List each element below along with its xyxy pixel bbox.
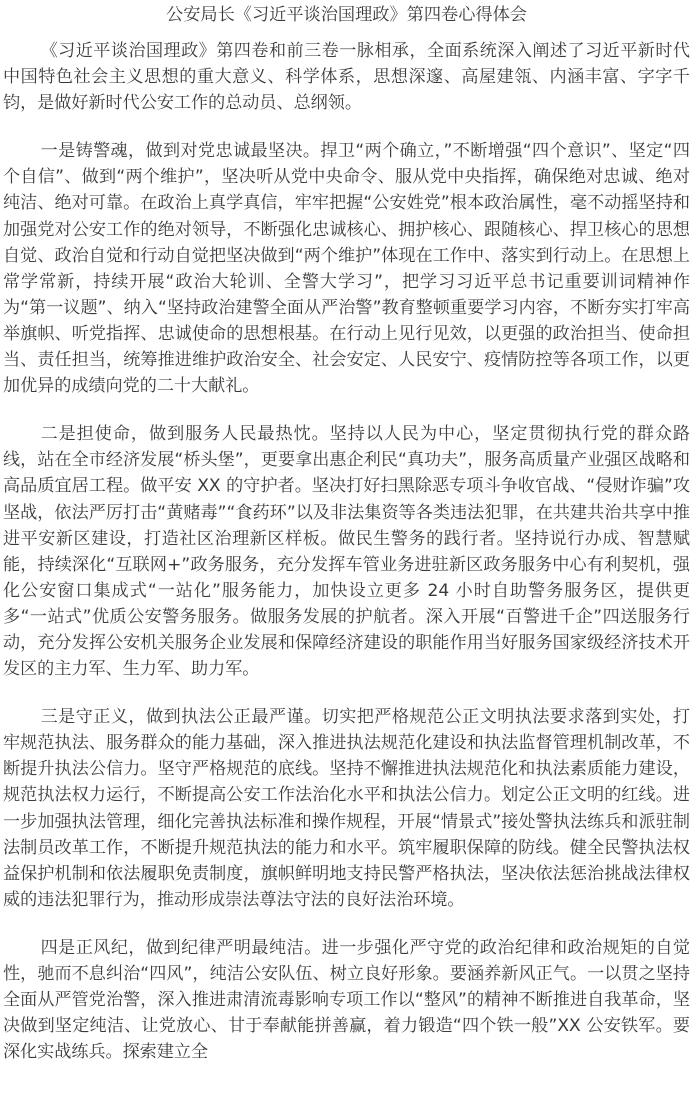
document-title: 公安局长《习近平谈治国理政》第四卷心得体会 [166, 5, 527, 25]
paragraph-discipline: 四是正风纪，做到纪律严明最纯洁。进一步强化严守党的政治纪律和政治规矩的自觉性，驰而不息纠治“四风”，纯洁公安队伍、树立良好形象。要涵养新风正气。一以贯之坚持全面从严管党治警，深入推进肃清流毒影响专项工作以“整风”的精神不断推进自我革命，坚决做到坚定纯洁、让党放心、甘于奉献能拼善赢，着力锻造“四个铁一般”XX 公安铁军。要深化实战练兵。探索建立全 [3, 937, 690, 1063]
paragraph-justice: 三是守正义，做到执法公正最严谨。切实把严格规范公正文明执法要求落到实处，打牢规范执法、服务群众的能力基础，深入推进执法规范化建设和执法监督管理机制改革，不断提升执法公信力。坚守严格规范的底线。坚持不懈推进执法规范化和执法素质能力建设，规范执法权力运行，不断提高公安工作法治化水平和执法公信力。划定公正文明的红线。进一步加强执法管理，细化完善执法标准和操作规程，开展“情景式”接处警执法练兵和派驻制法制员改革工作，不断提升规范执法的能力和水平。筑牢履职保障的防线。健全民警执法权益保护机制和依法履职免责制度，旗帜鲜明地支持民警严格执法，坚决依法惩治挑战法律权威的违法犯罪行为，推动形成崇法尊法守法的良好法治环境。 [3, 707, 690, 910]
paragraph-loyalty: 一是铸警魂，做到对党忠诚最坚决。捍卫“两个确立，”不断增强“四个意识”、坚定“四个自信”、做到“两个维护”，坚决听从党中央命令、服从党中央指挥，确保绝对忠诚、绝对纯洁、绝对可靠。在政治上真学真信，牢牢把握“公安姓党”根本政治属性，毫不动摇坚持和加强党对公安工作的绝对领导，不断强化忠诚核心、拥护核心、跟随核心、捍卫核心的思想自觉、政治自觉和行动自觉把坚决做到“两个维护”体现在工作中、落实到行动上。在思想上常学常新，持续开展“政治大轮训、全警大学习”，把学习习近平总书记重要训词精神作为“第一议题”、纳入“坚持政治建警全面从严治警”教育整顿重要学习内容，不断夯实打牢高举旗帜、听党指挥、忠诚使命的思想根基。在行动上见行见效，以更强的政治担当、使命担当、责任担当，统筹推进维护政治安全、社会安定、人民安宁、疫情防控等各项工作，以更加优异的成绩向党的二十大献礼。 [3, 141, 690, 397]
paragraph-mission: 二是担使命，做到服务人民最热忱。坚持以人民为中心，坚定贯彻执行党的群众路线，站在全市经济发展“桥头堡”，更要拿出惠企利民“真功夫”，服务高质量产业强区战略和高品质宜居工程。做平安 XX 的守护者。坚决打好扫黑除恶专项斗争收官战、“侵财诈骗”攻坚战，依法严厉打击“黄赌毒”“食药环”以及非法集资等各类违法犯罪，在共建共治共享中推进平安新区建设，打造社区治理新区样板。做民生警务的践行者。坚持说行办成、智慧赋能，持续深化“互联网+”政务服务，充分发挥车管业务进驻新区政务服务中心有利契机，强化公安窗口集成式“一站化”服务能力，加快设立更多 24 小时自助警务服务区，提供更多“一站式”优质公安警务服务。做服务发展的护航者。深入开展“百警进千企”四送服务行动，充分发挥公安机关服务企业发展和保障经济建设的职能作用当好服务国家级经济技术开发区的主力军、生力军、助力军。 [3, 424, 690, 680]
paragraph-intro: 《习近平谈治国理政》第四卷和前三卷一脉相承，全面系统深入阐述了习近平新时代中国特色社会主义思想的重大意义、科学体系，思想深邃、高屋建瓴、内涵丰富、字字千钧，是做好新时代公安工作的总动员、总纲领。 [3, 41, 690, 114]
